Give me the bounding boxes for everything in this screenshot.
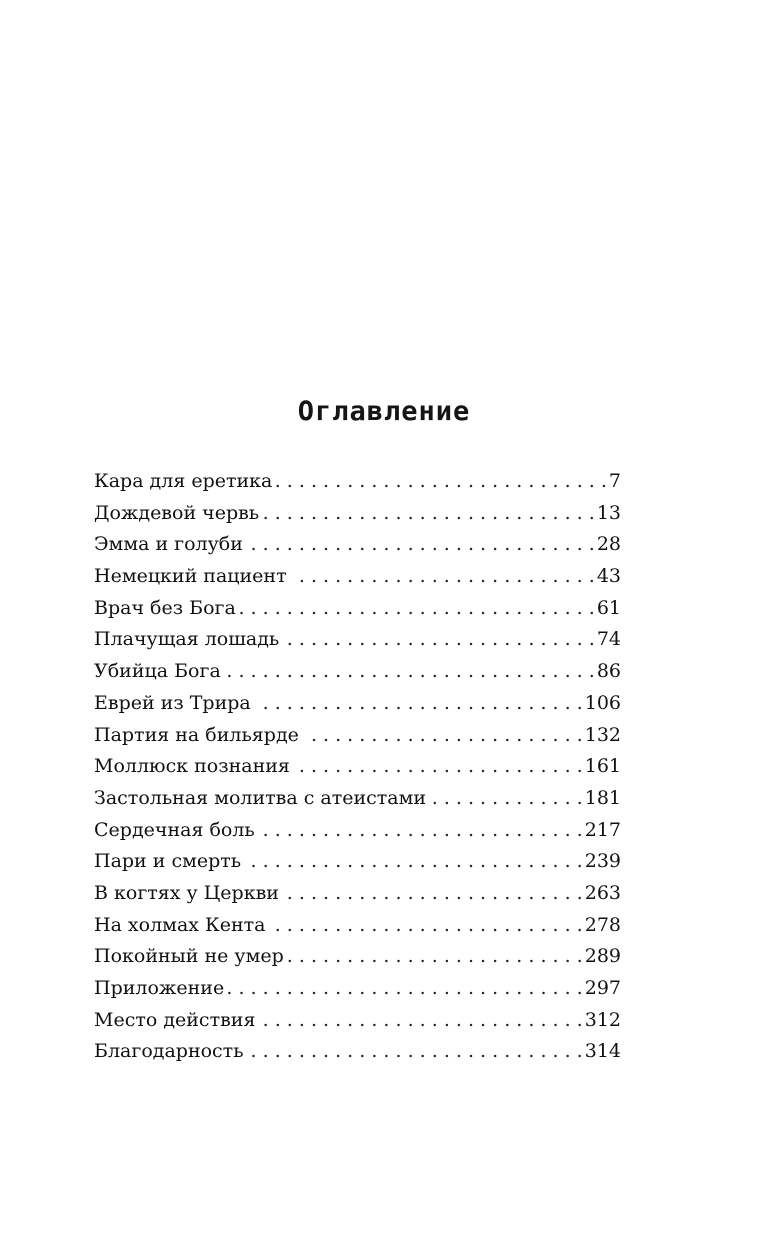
- toc-entry-page: 7: [608, 470, 621, 492]
- toc-entry-label: В когтях у Церкви: [94, 881, 279, 904]
- toc-entry-page: 312: [584, 1008, 621, 1031]
- dot-leader: [288, 945, 583, 967]
- dot-leader: [283, 882, 583, 904]
- dot-leader: [294, 755, 583, 777]
- toc-entry-label: Дождевой червь: [94, 501, 260, 524]
- toc-entry: [94, 914, 621, 946]
- toc-entry: [94, 1040, 621, 1072]
- toc-entry-label: Место действия: [94, 1008, 256, 1031]
- toc-entry-page: 43: [596, 565, 621, 588]
- toc-entry-page: 263: [584, 881, 621, 904]
- toc-entry: [94, 597, 621, 629]
- dot-leader: [259, 1009, 582, 1031]
- toc-entry: [94, 565, 621, 597]
- dot-leader: [240, 597, 595, 619]
- toc-entry: [94, 945, 621, 977]
- page-title: Оглавление: [297, 396, 471, 427]
- dot-leader: [303, 724, 583, 746]
- toc-entry-label: Моллюск познания: [94, 755, 290, 778]
- dot-leader: [276, 470, 607, 492]
- toc-entry: [94, 660, 621, 692]
- toc-entry-label: Партия на бильярде: [94, 723, 299, 746]
- toc-entry-label: Покойный не умер: [94, 945, 284, 968]
- toc-entry-page: 217: [584, 818, 621, 841]
- toc-entry-label: Эмма и голуби: [94, 533, 243, 556]
- toc-entry-label: Убийца Бога: [94, 660, 221, 683]
- toc-entry-page: 297: [584, 977, 621, 999]
- dot-leader: [247, 533, 595, 555]
- toc-entry-page: 106: [584, 691, 621, 714]
- dot-leader: [430, 787, 583, 809]
- toc-entry-page: 278: [584, 913, 621, 936]
- toc-entry-label: Застольная молитва с атеистами: [94, 786, 427, 809]
- toc-entry-page: 132: [584, 723, 621, 746]
- dot-leader: [291, 565, 595, 587]
- dot-leader: [225, 660, 595, 682]
- toc-entry-label: Кара для еретика: [94, 470, 273, 492]
- toc-entry: [94, 470, 621, 502]
- toc-entry: [94, 533, 621, 565]
- toc-entry-page: 161: [584, 755, 621, 778]
- toc-entry-label: Еврей из Трира: [94, 691, 251, 714]
- toc-entry-label: Сердечная боль: [94, 818, 255, 841]
- toc-entry-label: Приложение: [94, 977, 225, 999]
- toc-entry-page: 86: [596, 660, 621, 683]
- toc-entry-page: 74: [596, 628, 621, 651]
- toc-entry: [94, 882, 621, 914]
- toc-entry: [94, 850, 621, 882]
- toc-entry-page: 239: [584, 850, 621, 873]
- toc-entry-label: Немецкий пациент: [94, 565, 287, 588]
- toc-entry: [94, 692, 621, 724]
- toc-entry-label: Плачущая лошадь: [94, 628, 280, 651]
- dot-leader: [263, 502, 595, 524]
- dot-leader: [259, 819, 583, 841]
- toc-entry: [94, 502, 621, 534]
- toc-entry: [94, 977, 621, 1009]
- toc-entry: [94, 819, 621, 851]
- toc-entry: [94, 755, 621, 787]
- dot-leader: [228, 977, 583, 999]
- toc-entry: [94, 1009, 621, 1041]
- toc-entry-label: Благодарность: [94, 1040, 244, 1063]
- dot-leader: [269, 914, 582, 936]
- dot-leader: [248, 1040, 583, 1062]
- toc-entry: [94, 787, 621, 819]
- dot-leader: [255, 692, 583, 714]
- toc-entry-page: 28: [596, 533, 621, 556]
- dot-leader: [245, 850, 583, 872]
- toc-entry: [94, 628, 621, 660]
- toc-entry-page: 289: [584, 945, 621, 968]
- toc-entry-page: 61: [596, 596, 621, 619]
- toc-entry: [94, 724, 621, 756]
- toc-entry-page: 13: [596, 501, 621, 524]
- toc-entry-page: 181: [584, 786, 621, 809]
- toc-entry-label: На холмах Кента: [94, 913, 266, 936]
- toc-entry-label: Пари и смерть: [94, 850, 242, 873]
- toc-entry-label: Врач без Бога: [94, 596, 236, 619]
- toc-entry-page: 314: [584, 1040, 621, 1063]
- dot-leader: [283, 628, 595, 650]
- table-of-contents: [94, 470, 621, 1072]
